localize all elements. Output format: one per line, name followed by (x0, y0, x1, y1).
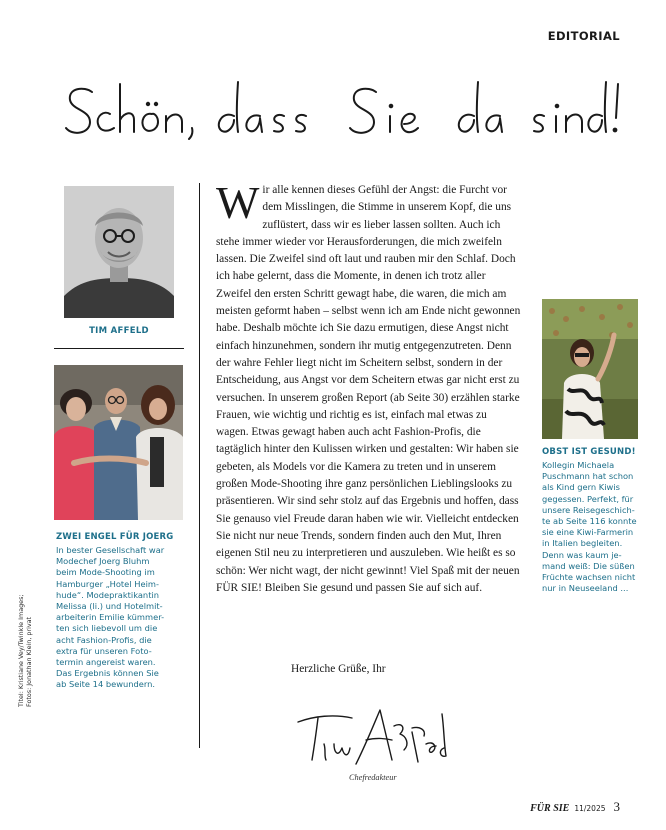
caption-right-body: Kollegin Michaela Puschmann hat schon als Kind gern Kiwis gegessen. Perfekt, für unsere Reisegeschich- te ab Seite 116 konnte sie eine Kiwi-Farmerin in Italien begleiten. Denn was kaum je- mand weiß: Die süßen Früchte wachsen nicht nur in Neuseeland ... (542, 460, 637, 594)
caption-right-title: OBST IST GESUND! (542, 447, 636, 457)
footer (530, 799, 620, 815)
headline-script (62, 76, 622, 146)
caption-left-body: In bester Gesellschaft war Modechef Joerg Bluhm beim Mode-Shooting im Hamburger „Hotel Heim- hude“. Modepraktikantin Melissa (li.) und Hotelmit- arbeiterin Emilie kümmer- ten sich liebevoll um die acht Fashion-Profis, die extra für unseren Foto- termin angereist waren. Das Ergebnis können Sie ab Seite 14 bewundern. (56, 545, 165, 690)
author-name: TIM AFFELD (89, 326, 149, 336)
article-body: ir alle kennen dieses Gefühl der Angst: die Furcht vor dem Misslingen, die Stimme in unserem Kopf, die uns zuflüstert, dass wir es lieber lassen sollten. Auch ich stehe immer wieder vor Herausforderungen, die mich zweifeln lassen. Die Zweifel sind oft laut und rauben mir den Schlaf. Doch ich habe gelernt, dass die Momente, in denen ich trotz aller Zweifel den ersten Schritt gewagt habe, die waren, die mich am meisten geformt haben – selbst wenn ich am Ende nicht gewonnen habe. Deshalb möchte ich Sie dazu ermutigen, diese Angst nicht einfach hinzunehmen, sondern ihr mutig entgegenzutreten. Denn der wahre Fehler liegt nicht im Scheitern selbst, sondern in der Entscheidung, aus Angst vor dem Scheitern etwas gar nicht erst zu versuchen. In unserem großen Report (ab Seite 30) erzählen starke Frauen, wie wichtig und richtig es ist, einfach mal etwas zu wagen. Etwas gewagt haben auch acht Fashion-Profis, die tagtäglich hinter den Kulissen wirken und gestalten: Wir haben sie gebeten, als Models vor die Kamera zu treten und in unserem großen Mode-Shooting ihre ganz persönlichen Lieblingslooks zu präsentieren. Wir sind sehr stolz auf das Ergebnis und hoffen, dass Sie genauso viel Freude daran haben wie wir. Vielleicht entdecken Sie nicht nur neue Trends, sondern finden auch den Mut, Ihren eigenen Stil neu zu interpretieren und auszuleben. Wie heißt es so schön: Wer nicht wagt, der nicht gewinnt! Viel Spaß mit der neuen FÜR SIE! Bleiben Sie gesund und passen Sie auf sich auf. (216, 184, 521, 594)
closing: Herzliche Grüße, Ihr (291, 663, 386, 675)
headline (62, 76, 622, 146)
group-photo (54, 365, 183, 520)
column-divider (199, 183, 200, 748)
footer-brand: FÜR SIE (530, 803, 570, 814)
author-portrait (64, 186, 174, 318)
photo-credit: Titel: Kristiane Vey/Twinkle Images; Fotos: Jonathan Klein, privat (17, 594, 34, 707)
dropcap: W (216, 177, 260, 228)
divider (54, 348, 184, 349)
caption-left-title: ZWEI ENGEL FÜR JOERG (56, 532, 174, 542)
article (216, 177, 522, 597)
kiwi-photo (542, 299, 638, 439)
page-number: 3 (613, 799, 620, 814)
signature (294, 704, 454, 776)
footer-issue: 11/2025 (574, 804, 606, 813)
signer-title: Chefredakteur (349, 773, 397, 782)
section-label: EDITORIAL (547, 29, 620, 43)
